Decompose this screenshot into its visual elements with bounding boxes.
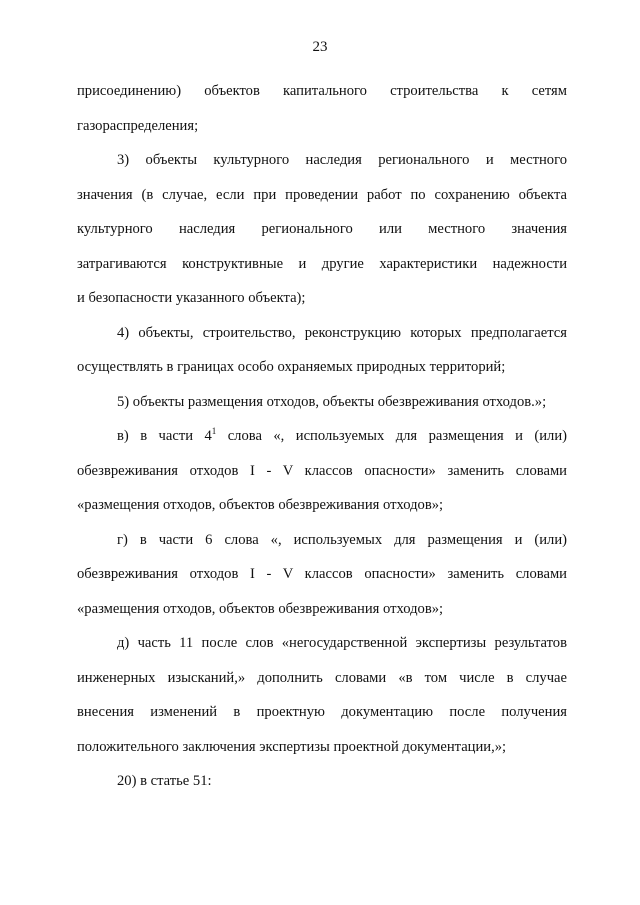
paragraph-gas-distribution: [77, 74, 567, 143]
paragraph-article-51: [77, 764, 567, 799]
text-line: [77, 419, 567, 454]
text-line: газораспределения;: [77, 117, 199, 134]
text-fragment: в) в части 4: [117, 428, 212, 444]
paragraph-protected-territories: [77, 316, 567, 385]
paragraph-part-4-1: [77, 419, 567, 523]
text-line: присоединению) объектов капитального строительства к сетям: [77, 83, 567, 99]
text-line: затрагиваются конструктивные и другие характеристики надежности: [77, 255, 567, 272]
text-line: значения (в случае, если при проведении работ по сохранению объекта: [77, 186, 567, 203]
text-line: обезвреживания отходов I - V классов опасности» заменить словами: [77, 462, 567, 479]
paragraph-part-6: [77, 523, 567, 627]
text-line: внесения изменений в проектную документацию после получения: [77, 704, 567, 720]
paragraph-waste-objects: [77, 385, 567, 420]
text-line: и безопасности указанного объекта);: [77, 290, 306, 306]
paragraph-part-11: [77, 626, 567, 764]
document-body: [77, 74, 567, 799]
text-line: «размещения отходов, объектов обезвреживания отходов»;: [77, 600, 444, 617]
paragraph-cultural-heritage: [77, 143, 567, 316]
superscript: 1: [211, 426, 217, 436]
text-line: 20) в статье 51:: [117, 773, 212, 789]
text-line: «размещения отходов, объектов обезвреживания отходов»;: [77, 497, 444, 513]
text-line: осуществлять в границах особо охраняемых природных территорий;: [77, 359, 506, 375]
text-line: культурного наследия регионального или местного значения: [77, 221, 567, 237]
text-line: положительного заключения экспертизы проектной документации,»;: [77, 738, 507, 755]
text-line: г) в части 6 слова «, используемых для размещения и (или): [117, 531, 567, 548]
text-line: д) часть 11 после слов «негосударственной экспертизы результатов: [117, 635, 567, 651]
text-fragment: слова «, используемых для размещения и (или): [216, 428, 567, 444]
text-line: 4) объекты, строительство, реконструкцию которых предполагается: [117, 324, 567, 341]
text-line: 3) объекты культурного наследия регионального и местного: [117, 152, 567, 168]
text-line: 5) объекты размещения отходов, объекты обезвреживания отходов.»;: [117, 393, 547, 410]
text-line: обезвреживания отходов I - V классов опасности» заменить словами: [77, 566, 567, 582]
text-line: инженерных изысканий,» дополнить словами «в том числе в случае: [77, 669, 567, 686]
page-number: 23: [312, 39, 328, 55]
